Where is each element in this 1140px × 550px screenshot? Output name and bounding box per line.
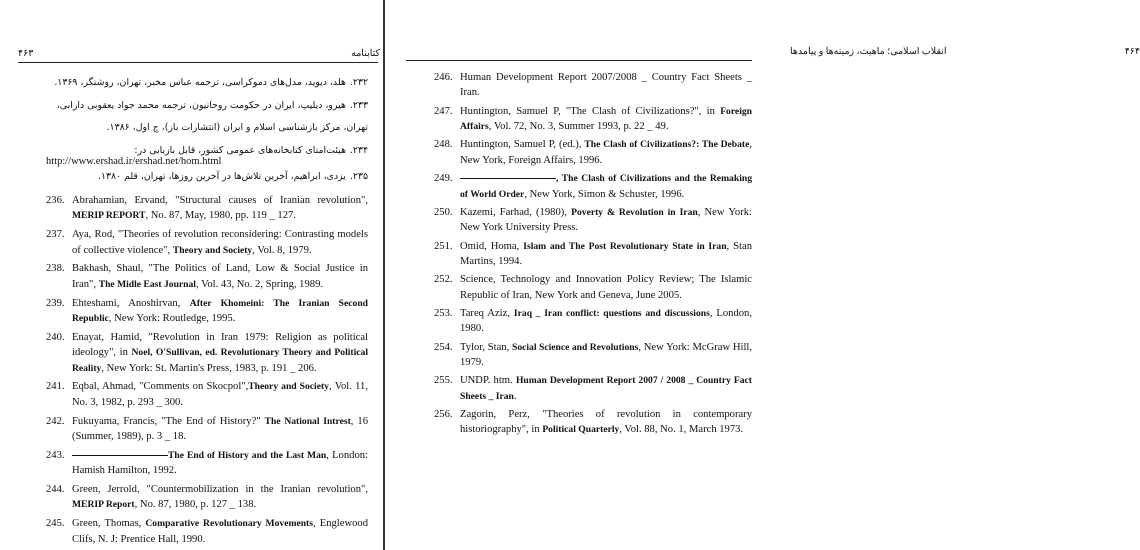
right-page-header	[790, 46, 1140, 57]
entry-number: 254.	[434, 341, 453, 353]
bibliography-entry	[434, 306, 752, 337]
entry-number: 244.	[46, 484, 65, 496]
entry-bold-title: Islam and The Post Revolutionary State in Iran	[523, 240, 727, 252]
bibliography-entry	[46, 379, 368, 410]
left-page	[0, 0, 384, 550]
bibliography-entry	[434, 70, 752, 101]
bibliography-entry	[434, 205, 752, 236]
entry-bold-title: Poverty & Revolution in Iran	[571, 206, 698, 218]
entry-text-tail: , No. 87, 1980, p. 127 _ 138.	[134, 499, 257, 511]
left-running-head: کتابنامه	[351, 49, 380, 59]
entry-number: 256.	[434, 409, 453, 421]
entry-text-tail: , New York, Foreign Affairs, 1996.	[460, 139, 753, 166]
entry-number: 240.	[46, 331, 65, 343]
bibliography-entry	[434, 407, 752, 438]
entry-number: 241.	[46, 381, 65, 393]
entry-text-tail: , Vol. 72, No. 3, Summer 1993, p. 22 _ 49.	[488, 121, 669, 133]
entry-text: Huntington, Samuel P, (ed.),	[460, 139, 585, 151]
entry-text: Zagorin, Perz, "Theories of revolution in contemporary historiography", in	[460, 409, 752, 436]
farsi-entry	[40, 95, 368, 118]
entry-text-tail: , Vol. 43, No. 2, Spring, 1989.	[195, 278, 324, 290]
bibliography-entry	[434, 239, 752, 270]
right-bibliography-list	[434, 70, 752, 441]
entry-text: Ehteshami, Anoshirvan,	[72, 297, 190, 309]
entry-number: 239.	[46, 297, 65, 309]
entry-bold-title: Iraq _ Iran conflict: questions and discussions	[513, 307, 710, 319]
entry-bold-title: The National Intrest	[264, 415, 351, 427]
farsi-entry-number: ۲۳۲.	[349, 77, 368, 88]
bibliography-entry	[434, 104, 752, 135]
entry-text: Green, Thomas,	[72, 518, 146, 530]
author-ditto-blank	[72, 455, 168, 456]
farsi-bibliography	[40, 72, 368, 162]
entry-bold-title: MERIP Report	[72, 499, 135, 511]
entry-text-tail: , New York: New York University Press.	[460, 206, 752, 234]
entry-number: 253.	[434, 307, 453, 319]
left-page-number: ۴۶۳	[18, 49, 34, 59]
entry-text: Aya, Rod, "Theories of revolution reconsidering: Contrasting models of collective violence",	[72, 229, 368, 256]
farsi-entry-text: هیرو، دیلیپ، ایران در حکومت روحانیون، ترجمه محمد جواد یعقوبی دارابی،	[56, 99, 346, 111]
entry-text-tail: .	[513, 390, 517, 402]
entry-number: 242.	[46, 415, 65, 427]
entry-text: Enayat, Hamid, "Revolution in Iran 1979: Religion as political ideology", in	[72, 331, 368, 359]
entry-bold-title: Human Development Report 2007 / 2008 _ Country Fact Sheets _ Iran	[460, 375, 752, 402]
right-running-head: انقلاب اسلامی؛ ماهیت، زمینه‌ها و پیامدها	[790, 47, 947, 57]
entry-bold-title: The Clash of Civilizations?: The Debate	[584, 139, 750, 151]
bibliography-entry	[434, 171, 752, 202]
farsi-entry	[40, 72, 368, 95]
entry-bold-title: Comparative Revolutionary Movements	[145, 518, 313, 530]
entry-text-tail: , Englewood Clifs, N. J: Prentice Hall, 1990.	[72, 518, 368, 545]
ershad-url: http://www.ershad.ir/ershad.net/hom.html	[46, 156, 222, 167]
entry-bold-title: The Midle East Journal	[98, 278, 196, 290]
entry-text-tail: , Stan Martins, 1994.	[460, 240, 752, 267]
bibliography-entry	[46, 330, 368, 376]
entry-number: 245.	[46, 518, 65, 530]
entry-bold-title: Theory and Society	[248, 381, 329, 393]
entry-text-tail: , New York: McGraw Hill, 1979.	[460, 341, 752, 369]
entry-text-tail: , Vol. 88, No. 1, March 1973.	[619, 424, 744, 436]
bibliography-entry	[46, 193, 368, 224]
entry-text-tail: , Vol. 11, No. 3, 1982, p. 293 _ 300.	[72, 381, 368, 408]
bibliography-entry	[434, 373, 752, 404]
entry-text: Abrahamian, Ervand, "Structural causes of Iranian revolution",	[72, 195, 368, 206]
entry-number: 236.	[46, 195, 65, 206]
bibliography-entry	[434, 272, 752, 303]
entry-text: Bakhash, Shaul, "The Politics of Land, Low & Social Justice in Iran",	[72, 263, 368, 290]
entry-text: Tareq Aziz,	[460, 307, 514, 319]
entry-text-tail: , New York, Simon & Schuster, 1996.	[524, 188, 685, 200]
entry-number: 255.	[434, 375, 453, 387]
entry-text: Omid, Homa,	[460, 240, 524, 252]
entry-number: 248.	[434, 139, 453, 151]
entry-text: Huntington, Samuel P, "The Clash of Civilizations?", in	[460, 105, 721, 117]
farsi-bibliography-last	[40, 166, 368, 189]
right-page-number: ۴۶۴	[1124, 47, 1140, 57]
entry-text: UNDP. htm.	[460, 375, 516, 387]
bibliography-entry	[46, 227, 368, 258]
bibliography-entry	[46, 516, 368, 547]
entry-bold-title: After Khomeini: The Iranian Second Republic	[72, 297, 368, 325]
entry-text: Fukuyama, Francis, "The End of History?"	[72, 415, 265, 427]
farsi-entry-number: ۲۳۳.	[349, 99, 368, 111]
entry-text: Science, Technology and Innovation Policy Review; The Islamic Republic of Iran, New York and Geneva, June 2005.	[460, 274, 752, 301]
entry-number: 252.	[434, 274, 453, 286]
entry-text: Kazemi, Farhad, (1980),	[460, 206, 572, 218]
entry-number: 247.	[434, 105, 453, 117]
entry-number: 251.	[434, 240, 453, 252]
left-bibliography-list	[46, 193, 368, 550]
entry-text-tail: , London, 1980.	[460, 307, 752, 335]
left-header-rule	[18, 62, 378, 63]
entry-bold-title: , The Clash of Civilizations and the Remaking of World Order	[460, 173, 752, 200]
bibliography-entry	[46, 482, 368, 513]
farsi-entry-text: تهران، مرکز بازشناسی اسلام و ایران (انتشارات باز)، چ اول، ۱۳۸۶.	[106, 122, 368, 133]
farsi-entry-number: ۲۳۴.	[349, 144, 368, 156]
entry-bold-title: The End of History and the Last Man	[168, 449, 327, 461]
entry-text: Human Development Report 2007/2008 _ Country Fact Sheets _ Iran.	[460, 72, 752, 99]
entry-text-tail: , New York: Routledge, 1995.	[108, 313, 236, 325]
entry-number: 238.	[46, 263, 65, 275]
entry-number: 250.	[434, 206, 453, 218]
farsi-entry-text: یزدی، ابراهیم، آخرین تلاش‌ها در آخرین روزها، تهران، قلم ۱۳۸۰.	[97, 171, 346, 182]
bibliography-entry	[434, 137, 752, 168]
entry-bold-title: Noel, O'Sullivan, ed. Revolutionary Theory and Political Reality	[72, 347, 368, 374]
entry-bold-title: Social Science and Revolutions	[511, 341, 639, 353]
entry-text: Tylor, Stan,	[460, 341, 512, 353]
bibliography-entry	[46, 448, 368, 479]
bibliography-entry	[434, 340, 752, 371]
farsi-entry-text: هیئت‌امنای کتابخانه‌های عمومی کشور، قابل بازیابی در:	[134, 144, 346, 156]
left-page-header	[18, 48, 380, 59]
entry-text-tail: , New York: St. Martin's Press, 1983, p. 191 _ 206.	[101, 362, 317, 374]
entry-bold-title: MERIP REPORT	[72, 210, 146, 222]
right-header-rule	[406, 60, 752, 61]
entry-text: Green, Jerrold, "Countermobilization in the Iranian revolution",	[72, 484, 368, 496]
entry-text-tail: , No. 87, May, 1980, pp. 119 _ 127.	[145, 210, 296, 222]
entry-number: 243.	[46, 449, 65, 461]
bibliography-entry	[46, 261, 368, 292]
farsi-entry	[40, 166, 368, 189]
author-ditto-blank	[460, 178, 556, 179]
entry-text: Eqbal, Ahmad, "Comments on Skocpol",	[72, 381, 249, 393]
entry-text-tail: , 16 (Summer, 1989), p. 3 _ 18.	[72, 415, 368, 443]
bibliography-entry	[46, 414, 368, 445]
farsi-entry-text: هلد، دیوید، مدل‌های دموکراسی، ترجمه عباس مخبر، تهران، روشنگر، ۱۳۶۹.	[54, 77, 346, 88]
entry-number: 237.	[46, 229, 65, 241]
farsi-entry-number: ۲۳۵.	[349, 171, 368, 182]
entry-bold-title: Foreign Affairs	[460, 105, 752, 133]
entry-text-tail: , London: Hamish Hamilton, 1992.	[72, 449, 368, 477]
farsi-entry-continuation	[40, 117, 368, 140]
entry-bold-title: Theory and Society	[172, 244, 253, 256]
entry-number: 246.	[434, 72, 453, 83]
bibliography-entry	[46, 296, 368, 327]
entry-text-tail: , Vol. 8, 1979.	[252, 244, 312, 256]
entry-number: 249.	[434, 173, 453, 185]
entry-bold-title: Political Quarterly	[542, 424, 620, 436]
